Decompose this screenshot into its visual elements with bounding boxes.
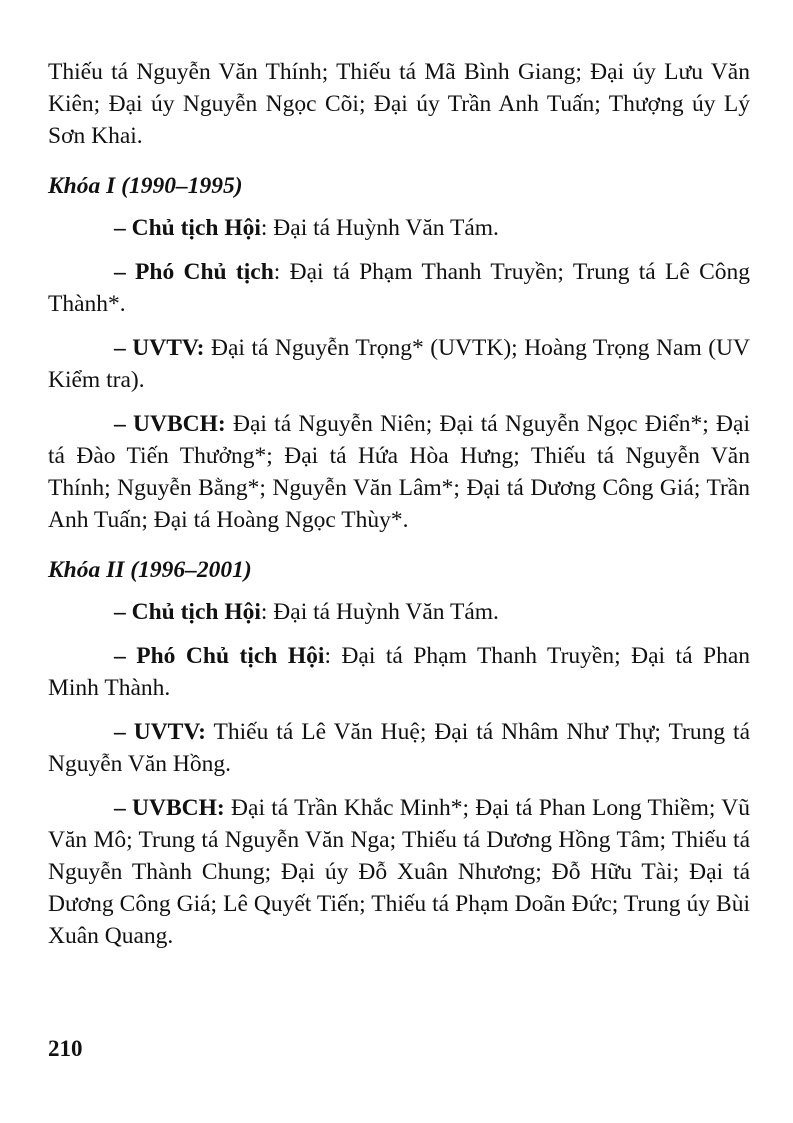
entry-uvtv — [48, 332, 750, 396]
entry-label: – UVBCH: — [114, 411, 226, 437]
page-number: 210 — [48, 1036, 83, 1061]
intro-paragraph: Thiếu tá Nguyễn Văn Thính; Thiếu tá Mã Bình Giang; Đại úy Lưu Văn Kiên; Đại úy Nguyễn Ngọc Cõi; Đại úy Trần Anh Tuấn; Thượng úy Lý Sơn Khai. — [48, 59, 750, 149]
page-content — [48, 56, 750, 952]
entry-vice-chairman — [48, 640, 750, 704]
entry-text: Đại tá Trần Khắc Minh*; Đại tá Phan Long Thiềm; Vũ Văn Mô; Trung tá Nguyễn Văn Nga; Thiếu tá Dương Hồng Tâm; Thiếu tá Nguyễn Thành Chung; Đại úy Đỗ Xuân Nhương; Đỗ Hữu Tài; Đại tá Dương Công Giá; Lê Quyết Tiến; Thiếu tá Phạm Doãn Đức; Trung úy Bùi Xuân Quang. — [48, 795, 750, 949]
entry-text: Đại tá Nguyễn Niên; Đại tá Nguyễn Ngọc Điển*; Đại tá Đào Tiến Thưởng*; Đại tá Hứa Hòa Hưng; Thiếu tá Nguyễn Văn Thính; Nguyễn Bằng*; Nguyễn Văn Lâm*; Đại tá Dương Công Giá; Trần Anh Tuấn; Đại tá Hoàng Ngọc Thùy*. — [48, 411, 750, 533]
entry-label: – UVBCH: — [114, 795, 225, 821]
entry-label: – Phó Chủ tịch Hội — [114, 643, 325, 669]
section-heading-khoa-2: Khóa II (1996–2001) — [48, 557, 252, 583]
entry-text: : Đại tá Phạm Thanh Truyền; Trung tá Lê Công Thành*. — [48, 259, 750, 317]
section-heading-khoa-1: Khóa I (1990–1995) — [48, 173, 243, 199]
entry-label: – UVTV: — [114, 335, 205, 361]
entry-text: : Đại tá Huỳnh Văn Tám. — [260, 599, 499, 625]
entry-label: – Phó Chủ tịch — [114, 259, 274, 285]
entry-chairman — [48, 212, 750, 244]
entry-uvbch — [48, 408, 750, 536]
entry-label: – Chủ tịch Hội — [114, 599, 261, 625]
entry-text: Đại tá Nguyễn Trọng* (UVTK); Hoàng Trọng Nam (UV Kiểm tra). — [48, 335, 750, 393]
entry-text: : Đại tá Huỳnh Văn Tám. — [260, 215, 499, 241]
entry-text: : Đại tá Phạm Thanh Truyền; Đại tá Phan Minh Thành. — [48, 643, 750, 701]
entry-uvtv — [48, 716, 750, 780]
entry-label: – Chủ tịch Hội — [114, 215, 261, 241]
entry-vice-chairman — [48, 256, 750, 320]
entry-text: Thiếu tá Lê Văn Huệ; Đại tá Nhâm Như Thự; Trung tá Nguyễn Văn Hồng. — [48, 719, 750, 777]
entry-uvbch — [48, 792, 750, 952]
entry-label: – UVTV: — [114, 719, 206, 745]
entry-chairman — [48, 596, 750, 628]
